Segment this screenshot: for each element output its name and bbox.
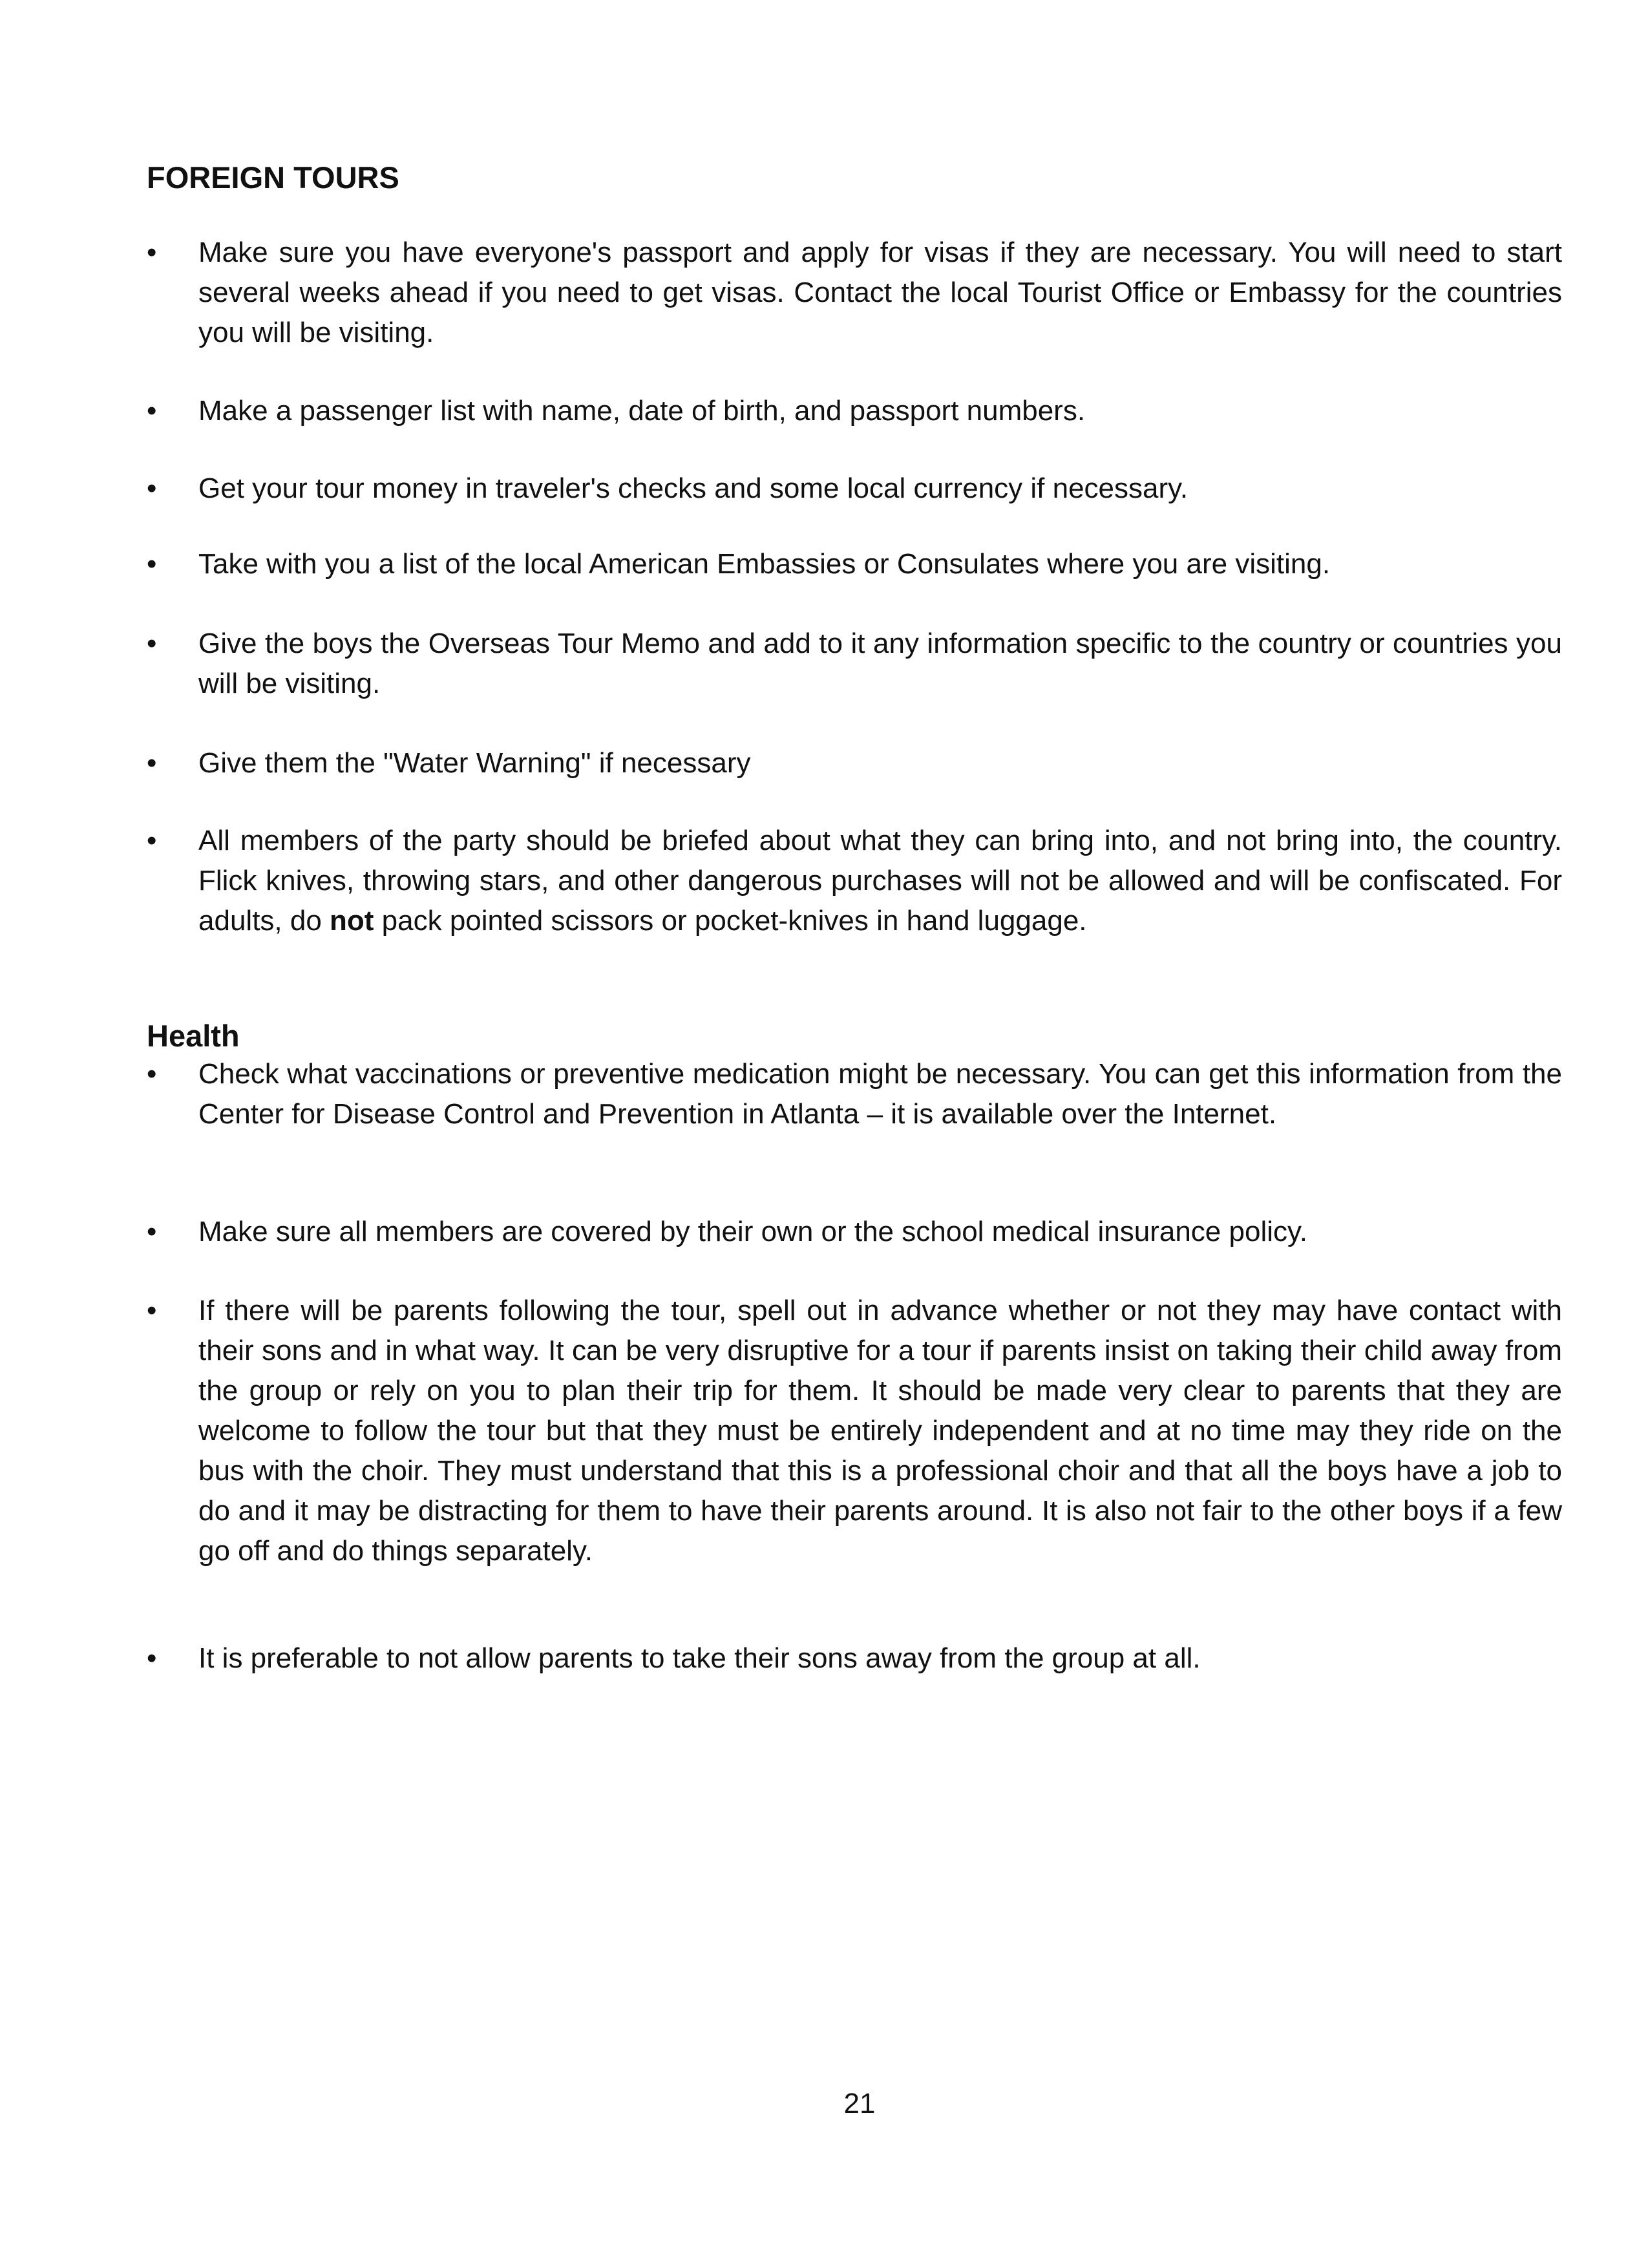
bullet-icon: •	[147, 548, 157, 580]
list-item	[147, 1212, 1562, 1252]
list-item	[147, 391, 1562, 431]
bullet-icon: •	[147, 747, 157, 779]
list-item-text: Give them the "Water Warning" if necessary	[198, 747, 751, 779]
page-number: 21	[843, 2088, 876, 2119]
emphasis-text: not	[330, 905, 374, 937]
list-item-text-part: pack pointed scissors or pocket-knives in hand luggage.	[374, 905, 1087, 937]
list-item-text: If there will be parents following the tour, spell out in advance whether or not they may have contact with their sons and in what way. It can be very disruptive for a tour if parents insist on taking their child away from the group or rely on you to plan their trip for them. It should be made very clear to parents that they are welcome to follow the tour but that they must be entirely independent and at no time may they ride on the bus with the choir. They must understand that this is a professional choir and that all the boys have a job to do and it may be distracting for them to have their parents around. It is also not fair to the other boys if a few go off and do things separately.	[198, 1295, 1562, 1567]
list-item-text: Make sure you have everyone's passport and apply for visas if they are necessary. You will need to start several weeks ahead if you need to get visas. Contact the local Tourist Office or Embassy for the countries you will be visiting.	[198, 237, 1562, 348]
bullet-icon: •	[147, 472, 157, 504]
list-item-text: Make sure all members are covered by their own or the school medical insurance policy.	[198, 1216, 1307, 1247]
list-item-text: Take with you a list of the local American Embassies or Consulates where you are visiting.	[198, 548, 1331, 580]
list-item-text: Give the boys the Overseas Tour Memo and add to it any information specific to the country or countries you will be visiting.	[198, 628, 1562, 699]
bullet-icon: •	[147, 628, 157, 659]
bullet-icon: •	[147, 1295, 157, 1326]
list-item-text: Make a passenger list with name, date of birth, and passport numbers.	[198, 395, 1086, 427]
list-item-text: It is preferable to not allow parents to take their sons away from the group at all.	[198, 1642, 1201, 1674]
list-item-text: Check what vaccinations or preventive medication might be necessary. You can get this information from the Center for Disease Control and Prevention in Atlanta – it is available over the Internet.	[198, 1058, 1562, 1130]
section-heading-health: Health	[147, 1019, 240, 1053]
list-item	[147, 821, 1562, 941]
list-item	[147, 233, 1562, 353]
list-item	[147, 544, 1562, 584]
list-item	[147, 1054, 1562, 1134]
bullet-icon: •	[147, 1058, 157, 1090]
list-item	[147, 1638, 1562, 1679]
list-item-text: Get your tour money in traveler's checks and some local currency if necessary.	[198, 472, 1188, 504]
bullet-icon: •	[147, 1216, 157, 1247]
list-item-text	[198, 821, 1562, 941]
list-item	[147, 1291, 1562, 1571]
list-item	[147, 743, 1562, 783]
bullet-icon: •	[147, 1642, 157, 1674]
section-heading-foreign-tours: FOREIGN TOURS	[147, 160, 399, 195]
bullet-icon: •	[147, 237, 157, 268]
list-item-text-part: All members of the party should be briefed about what they can bring into, and not bring into, the country. Flick knives, throwing stars, and other dangerous purchases will not be allowed and will be confiscated. For adults, do	[198, 825, 1562, 937]
bullet-icon: •	[147, 825, 157, 856]
list-item	[147, 469, 1562, 509]
list-item	[147, 624, 1562, 704]
bullet-icon: •	[147, 395, 157, 427]
